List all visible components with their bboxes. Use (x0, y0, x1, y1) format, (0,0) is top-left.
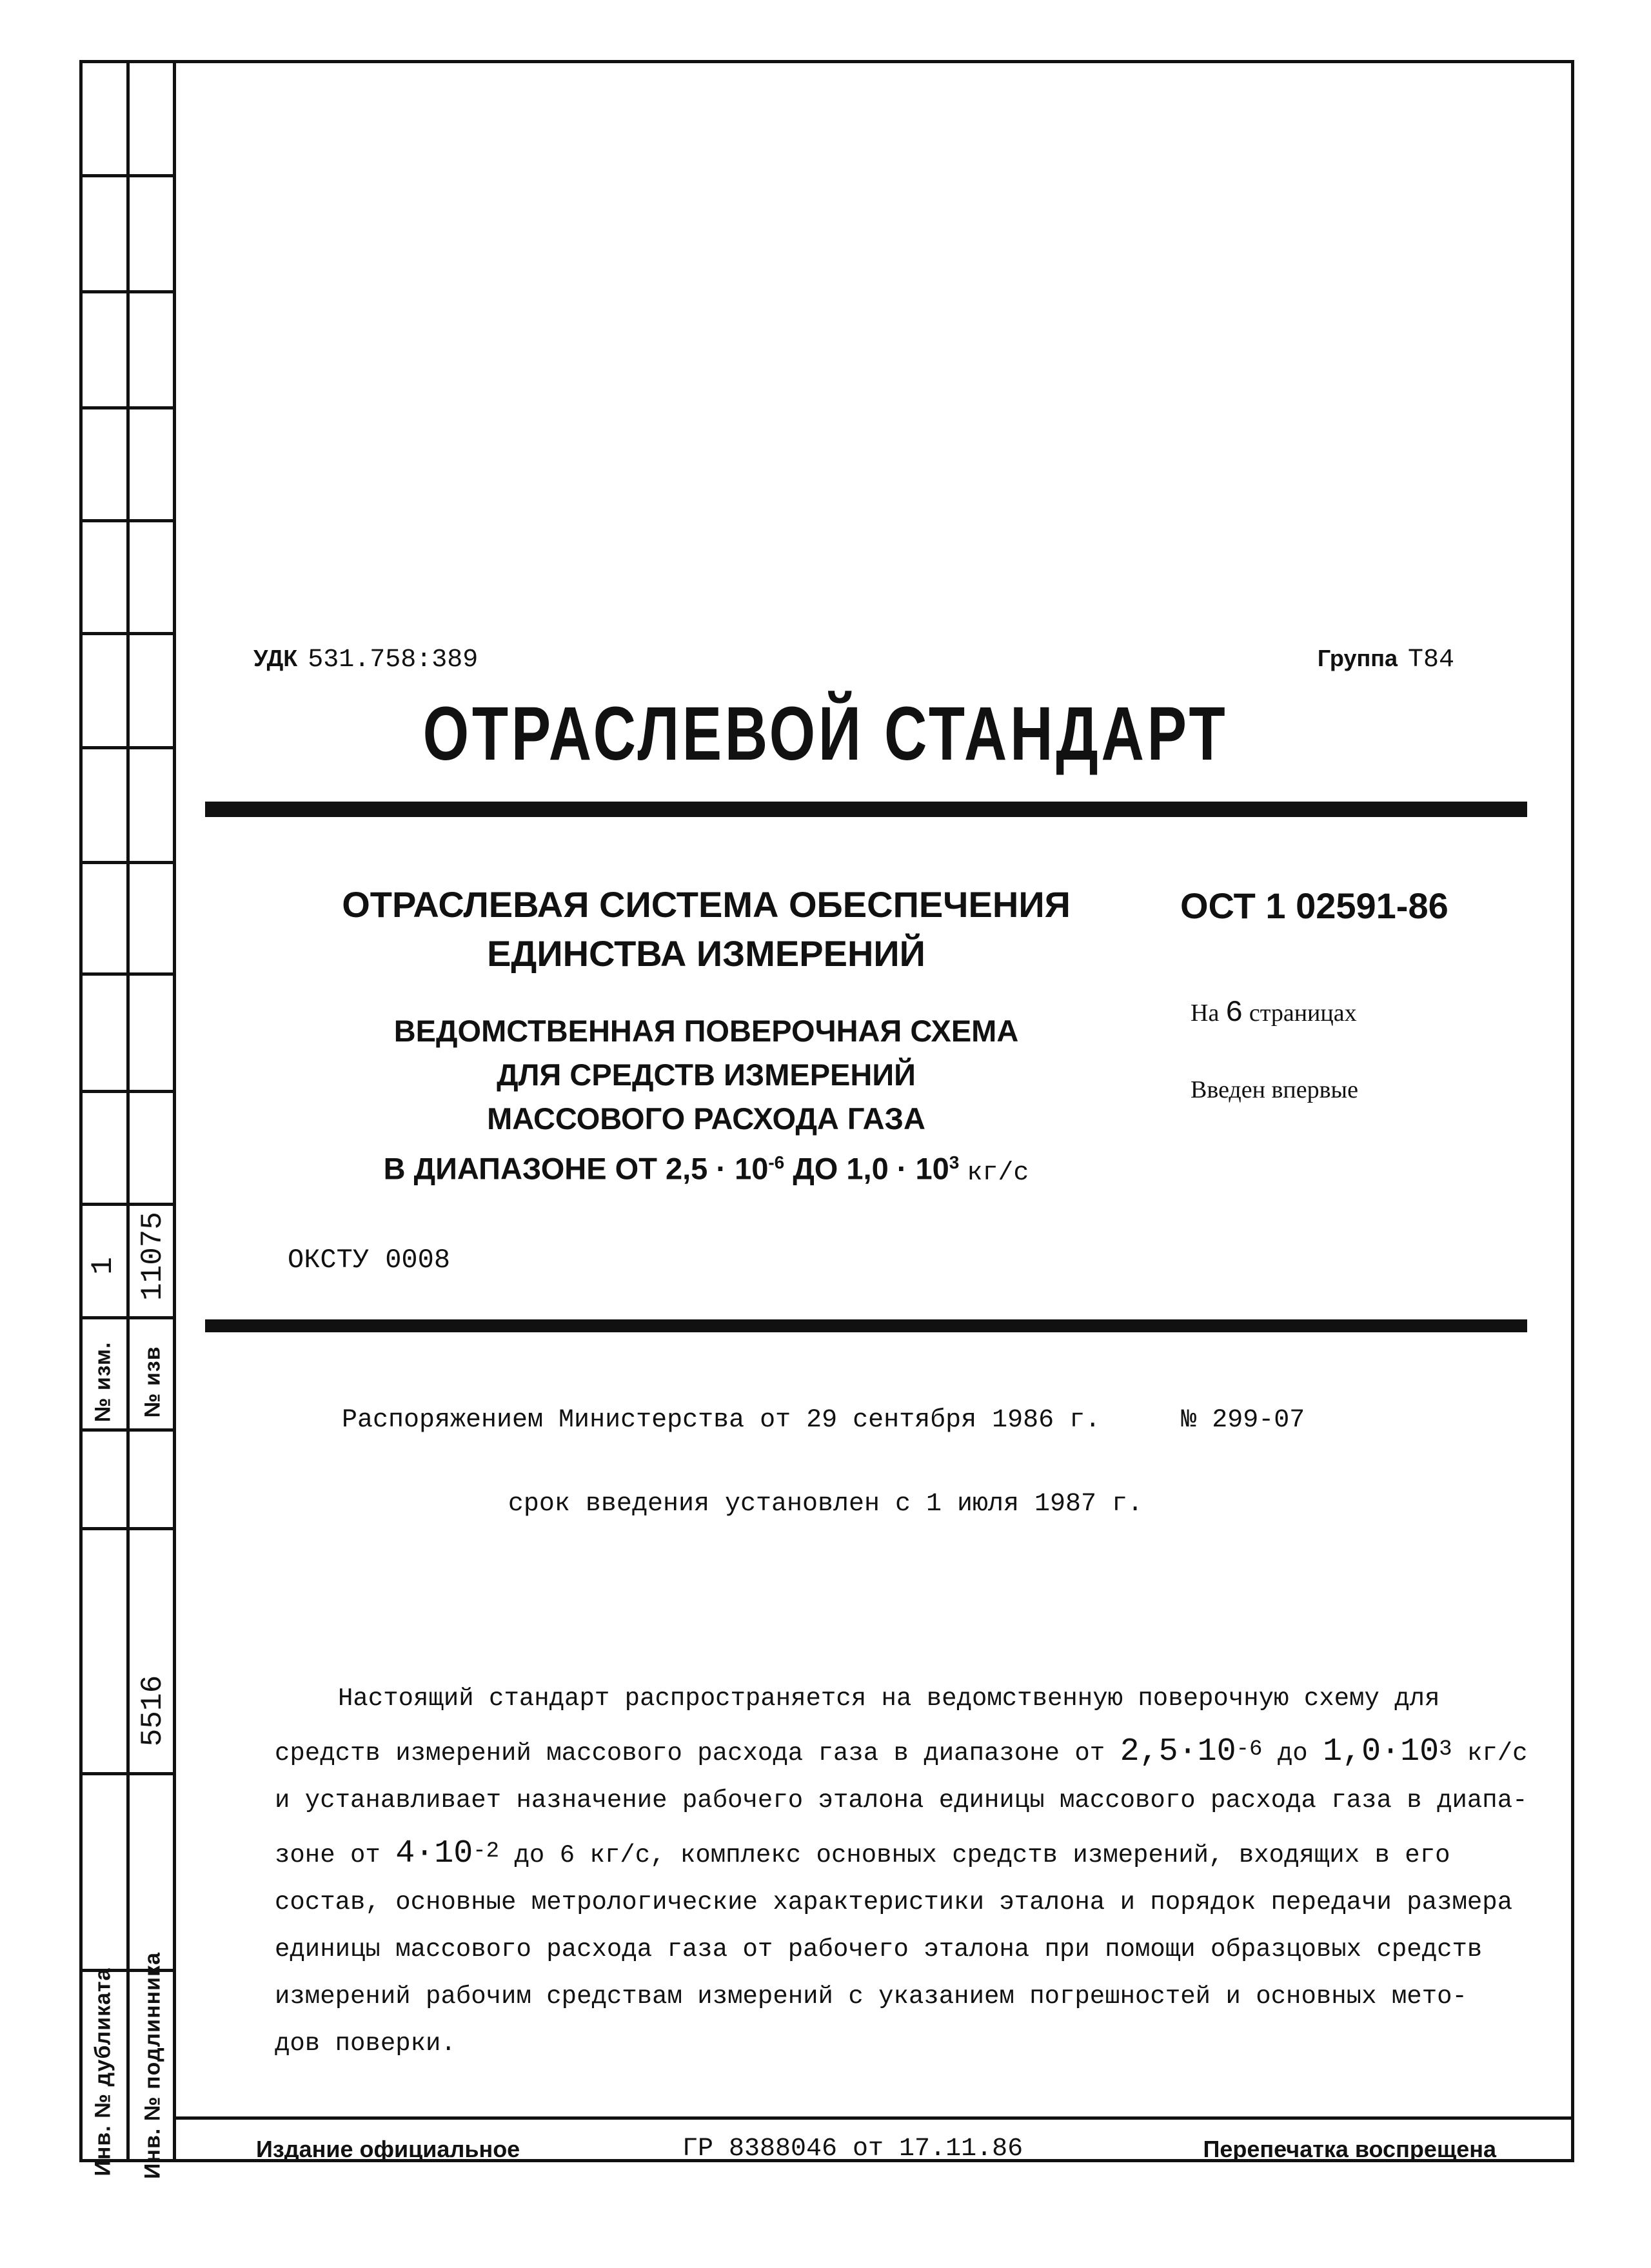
paragraph-line: и устанавливает назначение рабочего эталона единицы массового расхода газа в диапа- (275, 1786, 1528, 1815)
range-prefix: В ДИАПАЗОНЕ ОТ 2,5 · 10 (383, 1151, 769, 1186)
strip-rule (79, 406, 176, 409)
system-title-line: ЕДИНСТВА ИЗМЕРЕНИЙ (487, 933, 925, 974)
standard-designation: ОСТ 1 02591-86 (1180, 885, 1448, 926)
pages-suffix: страницах (1249, 1000, 1357, 1027)
group-value: Т84 (1407, 646, 1454, 675)
registration-strip (79, 60, 176, 2179)
title-word-2: СТАНДАРТ (884, 691, 1229, 776)
scheme-title-line: МАССОВОГО РАСХОДА ГАЗА (487, 1101, 925, 1136)
text-run: средств измерений массового расхода газа в диапазоне от (275, 1739, 1105, 1768)
page-count (1191, 996, 1357, 1030)
scheme-title-line: ДЛЯ СРЕДСТВ ИЗМЕРЕНИЙ (497, 1058, 916, 1092)
paragraph-line: Настоящий стандарт распространяется на ведомственную поверочную схему для (338, 1684, 1440, 1713)
text-run: зоне от (275, 1841, 381, 1869)
paragraph-line (275, 1824, 1513, 1879)
strip-rule (79, 1772, 176, 1775)
notice-number-label: № изв (140, 1346, 165, 1418)
range-exponent: -6 (768, 1152, 785, 1172)
udk-label: УДК (253, 645, 298, 671)
group-code (1318, 645, 1454, 675)
udk-value: 531.758:389 (308, 646, 479, 675)
duplicate-inventory-label: Инв. № дубликата (90, 1967, 115, 2176)
text-run: до 6 кг/с, комплекс основных средств измерений, входящих в его (514, 1841, 1450, 1869)
pages-prefix: На (1191, 1000, 1220, 1027)
math-run: 1,0·10 (1323, 1733, 1439, 1770)
scope-paragraph (275, 1675, 1528, 2067)
strip-rule (79, 174, 176, 177)
official-edition-note: Издание официальное (256, 2136, 520, 2162)
range-unit: кг/с (967, 1158, 1029, 1188)
original-inventory-label: Инв. № подлинника (140, 1952, 165, 2179)
text-run: до (1277, 1739, 1308, 1768)
change-number-label: № изм. (90, 1341, 115, 1423)
exponent: 3 (1439, 1737, 1452, 1762)
scheme-title-line: ВЕДОМСТВЕННАЯ ПОВЕРОЧНАЯ СХЕМА (393, 1014, 1019, 1048)
udk-code (253, 645, 478, 675)
system-title (252, 880, 1161, 978)
strip-rule (79, 972, 176, 976)
okstu-code: ОКСТУ 0008 (288, 1245, 451, 1276)
strip-rule (79, 861, 176, 864)
strip-divider (126, 60, 130, 2162)
system-title-line: ОТРАСЛЕВАЯ СИСТЕМА ОБЕСПЕЧЕНИЯ (342, 884, 1071, 925)
notice-number-value: 11075 (136, 1211, 170, 1301)
effective-date: срок введения установлен с 1 июля 1987 г. (508, 1490, 1143, 1519)
order-text: Распоряжением Министерства от 29 сентября 1986 г. (342, 1406, 1101, 1435)
math-run: 4·10 (395, 1835, 473, 1872)
order-number: № 299-07 (1181, 1406, 1305, 1435)
reprint-prohibited-note: Перепечатка воспрещена (1203, 2136, 1496, 2162)
range-middle: ДО 1,0 · 10 (793, 1151, 949, 1186)
text-run: кг/с (1467, 1739, 1528, 1768)
strip-rule (79, 1090, 176, 1093)
strip-rule (79, 746, 176, 749)
math-run: 2,5·10 (1120, 1733, 1236, 1770)
ministry-order (342, 1406, 1305, 1435)
strip-rule (79, 1527, 176, 1530)
change-number-value: 1 (86, 1257, 120, 1275)
group-label: Группа (1317, 645, 1398, 671)
strip-rule (79, 1203, 176, 1206)
title-word-1: ОТРАСЛЕВОЙ (422, 691, 864, 776)
range-line (252, 1141, 1161, 1196)
strip-rule (79, 632, 176, 635)
bottom-thick-rule (205, 1319, 1527, 1332)
footer-rule (176, 2116, 1574, 2120)
scheme-title (252, 1009, 1161, 1196)
exponent: -6 (1236, 1737, 1263, 1762)
strip-rule (79, 1428, 176, 1432)
top-thick-rule (205, 802, 1527, 817)
paragraph-line (275, 1722, 1528, 1777)
strip-rule (79, 519, 176, 522)
strip-rule (79, 290, 176, 293)
paragraph-line: измерений рабочим средствам измерений с указанием погрешностей и основных мето- (275, 1982, 1467, 2011)
introduced-note: Введен впервые (1191, 1076, 1358, 1103)
exponent: -2 (473, 1839, 500, 1864)
document-title (182, 690, 1470, 778)
range-exponent: 3 (949, 1152, 960, 1172)
paragraph-line: состав, основные метрологические характеристики эталона и порядок передачи размера (275, 1888, 1513, 1917)
registration-note: ГР 8388046 от 17.11.86 (682, 2135, 1023, 2164)
paragraph-line: дов поверки. (275, 2029, 456, 2058)
paragraph-line: единицы массового расхода газа от рабочего эталона при помощи образцовых средств (275, 1935, 1483, 1964)
inventory-original-value: 5516 (136, 1675, 170, 1747)
strip-rule (79, 1316, 176, 1319)
pages-number: 6 (1225, 996, 1243, 1030)
